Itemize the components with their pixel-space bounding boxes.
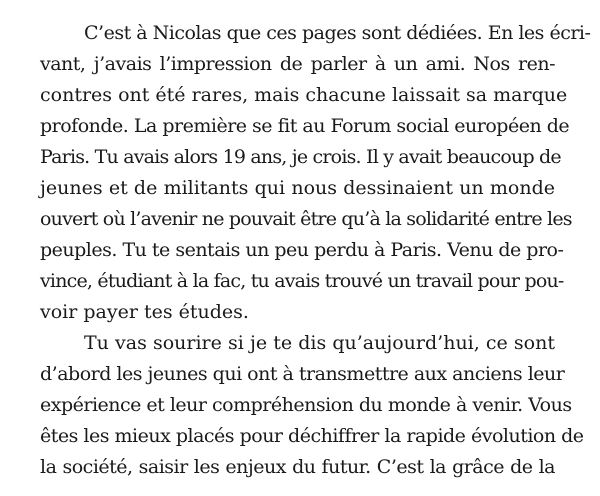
body-text [40, 18, 591, 483]
text-line: vant, j’avais l’impression de parler à un ami. Nos ren- [40, 53, 555, 75]
text-line: vince, étudiant à la fac, tu avais trouvé un travail pour pou- [40, 270, 564, 292]
text-line: jeunes et de militants qui nous dessinaient un monde [40, 177, 555, 199]
text-line: ouvert où l’avenir ne pouvait être qu’à la solidarité entre les [40, 208, 572, 230]
text-line: C’est à Nicolas que ces pages sont dédiées. En les écri- [84, 22, 591, 44]
text-line: contres ont été rares, mais chacune laissait sa marque [40, 84, 568, 106]
text-line: expérience et leur compréhension du monde à venir. Vous [40, 394, 572, 416]
text-line: Tu vas sourire si je te dis qu’aujourd’hui, ce sont [84, 332, 555, 354]
text-line: d’abord les jeunes qui ont à transmettre aux anciens leur [40, 363, 565, 385]
text-line: profonde. La première se fit au Forum social européen de [40, 115, 570, 137]
text-line: êtes les mieux placés pour déchiffrer la rapide évolution de [40, 425, 584, 447]
text-line: peuples. Tu te sentais un peu perdu à Paris. Venu de pro- [40, 239, 564, 261]
text-line: la société, saisir les enjeux du futur. C’est la grâce de la [40, 456, 555, 478]
text-line: voir payer tes études. [40, 301, 249, 323]
text-line: Paris. Tu avais alors 19 ans, je crois. Il y avait beaucoup de [40, 146, 561, 168]
